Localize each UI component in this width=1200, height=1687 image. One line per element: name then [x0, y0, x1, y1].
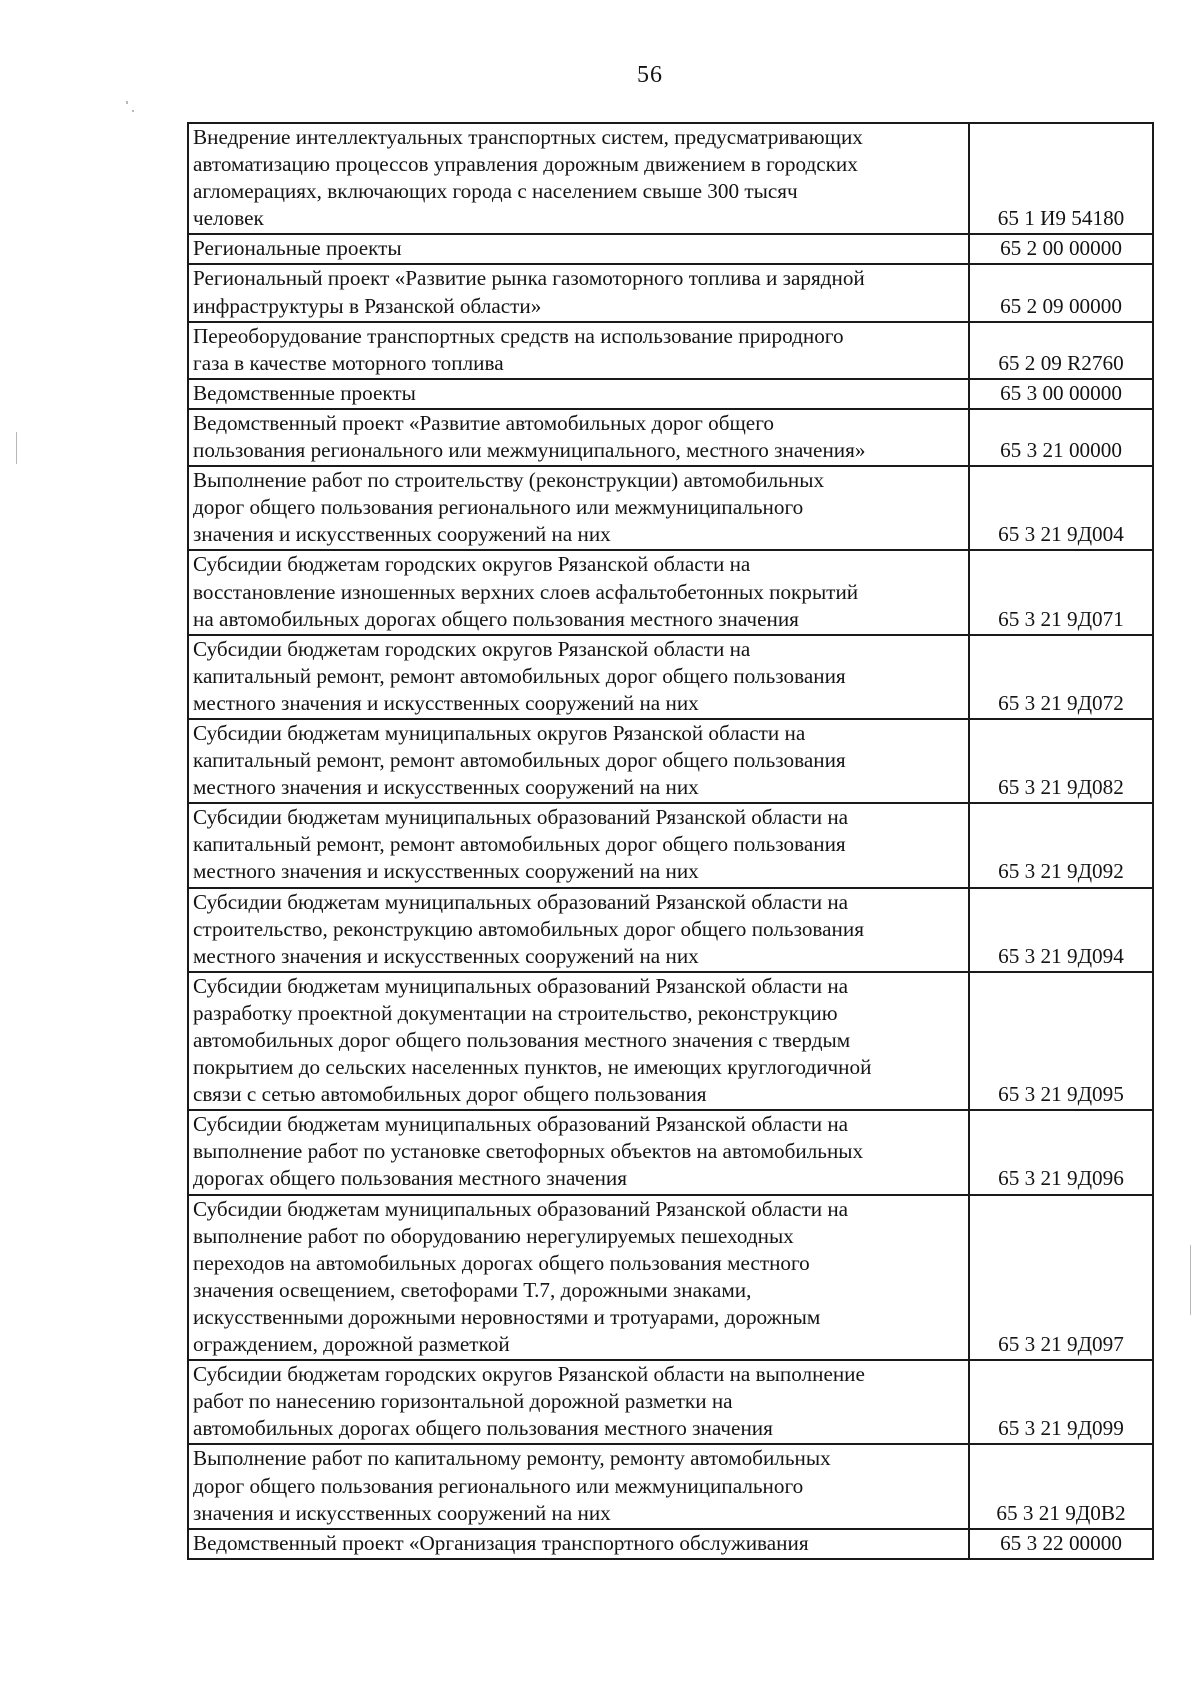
- item-name-line: местного значения и искусственных сооружений на них: [193, 690, 699, 715]
- table-row: [188, 1360, 1153, 1444]
- item-name-line: восстановление изношенных верхних слоев асфальтобетонных покрытий: [193, 579, 859, 604]
- item-name-line: капитальный ремонт, ремонт автомобильных дорог общего пользования: [193, 832, 846, 857]
- table-body: [188, 123, 1153, 1559]
- classification-code-cell: 65 3 21 9Д092: [969, 803, 1153, 887]
- table-row: [188, 550, 1153, 634]
- item-name-line: дорогах общего пользования местного значения: [193, 1166, 628, 1191]
- item-name-cell: [188, 409, 969, 466]
- table-row: [188, 379, 1153, 409]
- item-name-cell: [188, 635, 969, 719]
- item-name-line: покрытием до сельских населенных пунктов, не имеющих круглогодичной: [193, 1055, 872, 1080]
- classification-code-cell: 65 3 21 9Д071: [969, 550, 1153, 634]
- classification-code-cell: 65 3 21 00000: [969, 409, 1153, 466]
- scan-edge-mark: [1190, 1245, 1191, 1315]
- item-name-line: выполнение работ по установке светофорных объектов на автомобильных: [193, 1139, 864, 1164]
- item-name-line: дорог общего пользования регионального или межмуниципального: [193, 495, 804, 520]
- item-name-line: Субсидии бюджетам муниципальных образований Рязанской области на: [193, 889, 849, 914]
- table-row: [188, 409, 1153, 466]
- table-row: [188, 466, 1153, 550]
- classification-code-cell: 65 3 21 9Д004: [969, 466, 1153, 550]
- table-row: [188, 972, 1153, 1110]
- item-name-cell: [188, 322, 969, 379]
- item-name-line: автоматизацию процессов управления дорожным движением в городских: [193, 152, 858, 177]
- item-name-line: Ведомственный проект «Организация транспортного обслуживания: [193, 1530, 809, 1555]
- item-name-line: Внедрение интеллектуальных транспортных систем, предусматривающих: [193, 125, 863, 149]
- item-name-line: Субсидии бюджетам муниципальных округов Рязанской области на: [193, 720, 806, 745]
- item-name-line: Субсидии бюджетам городских округов Рязанской области на: [193, 636, 751, 661]
- table-row: [188, 1195, 1153, 1361]
- item-name-cell: [188, 379, 969, 409]
- table-row: [188, 264, 1153, 321]
- item-name-line: Субсидии бюджетам муниципальных образований Рязанской области на: [193, 805, 849, 830]
- item-name-cell: [188, 264, 969, 321]
- item-name-line: строительство, реконструкцию автомобильных дорог общего пользования: [193, 916, 864, 941]
- classification-code-cell: 65 2 00 00000: [969, 234, 1153, 264]
- classification-code-cell: 65 1 И9 54180: [969, 123, 1153, 234]
- item-name-line: значения и искусственных сооружений на них: [193, 522, 611, 547]
- item-name-line: Ведомственный проект «Развитие автомобильных дорог общего: [193, 410, 774, 435]
- table-row: [188, 123, 1153, 234]
- item-name-line: местного значения и искусственных сооружений на них: [193, 859, 699, 884]
- item-name-line: Переоборудование транспортных средств на использование природного: [193, 323, 844, 348]
- classification-code-cell: 65 3 21 9Д095: [969, 972, 1153, 1110]
- item-name-cell: [188, 972, 969, 1110]
- classification-code-cell: 65 3 21 9Д082: [969, 719, 1153, 803]
- item-name-line: Ведомственные проекты: [193, 380, 416, 405]
- item-name-line: пользования регионального или межмуниципального, местного значения»: [193, 438, 866, 463]
- item-name-line: работ по нанесению горизонтальной дорожной разметки на: [193, 1389, 733, 1414]
- table-row: [188, 1110, 1153, 1194]
- item-name-line: Региональные проекты: [193, 236, 402, 261]
- item-name-cell: [188, 123, 969, 234]
- item-name-cell: [188, 1195, 969, 1361]
- table-row: [188, 719, 1153, 803]
- item-name-line: Выполнение работ по строительству (реконструкции) автомобильных: [193, 468, 825, 493]
- item-name-line: разработку проектной документации на строительство, реконструкцию: [193, 1000, 838, 1025]
- classification-code-cell: 65 3 21 9Д099: [969, 1360, 1153, 1444]
- item-name-line: автомобильных дорогах общего пользования местного значения: [193, 1416, 773, 1441]
- item-name-cell: [188, 888, 969, 972]
- item-name-line: Субсидии бюджетам городских округов Рязанской области на выполнение: [193, 1362, 865, 1387]
- item-name-line: на автомобильных дорогах общего пользования местного значения: [193, 606, 799, 631]
- item-name-line: местного значения и искусственных сооружений на них: [193, 943, 699, 968]
- item-name-line: капитальный ремонт, ремонт автомобильных дорог общего пользования: [193, 663, 846, 688]
- item-name-line: значения освещением, светофорами Т.7, дорожными знаками,: [193, 1277, 752, 1302]
- item-name-cell: [188, 719, 969, 803]
- item-name-line: Выполнение работ по капитальному ремонту, ремонту автомобильных: [193, 1446, 831, 1471]
- item-name-line: Субсидии бюджетам городских округов Рязанской области на: [193, 552, 751, 577]
- table-row: [188, 635, 1153, 719]
- item-name-line: местного значения и искусственных сооружений на них: [193, 775, 699, 800]
- item-name-line: газа в качестве моторного топлива: [193, 350, 504, 375]
- classification-code-cell: 65 3 21 9Д0В2: [969, 1444, 1153, 1528]
- classification-code-cell: 65 3 21 9Д096: [969, 1110, 1153, 1194]
- item-name-line: агломерациях, включающих города с населением свыше 300 тысяч: [193, 179, 798, 204]
- budget-classification-table: [187, 122, 1154, 1560]
- table-row: [188, 803, 1153, 887]
- item-name-line: Региональный проект «Развитие рынка газомоторного топлива и зарядной: [193, 266, 865, 291]
- item-name-cell: [188, 1110, 969, 1194]
- item-name-cell: [188, 1360, 969, 1444]
- item-name-cell: [188, 803, 969, 887]
- item-name-line: связи с сетью автомобильных дорог общего пользования: [193, 1082, 707, 1107]
- item-name-line: переходов на автомобильных дорогах общего пользования местного: [193, 1250, 810, 1275]
- item-name-line: ограждением, дорожной разметкой: [193, 1332, 510, 1357]
- table-row: [188, 1444, 1153, 1528]
- classification-code-cell: 65 2 09 R2760: [969, 322, 1153, 379]
- scan-speck: [126, 101, 128, 104]
- item-name-cell: [188, 1444, 969, 1528]
- table-row: [188, 234, 1153, 264]
- item-name-cell: [188, 234, 969, 264]
- item-name-cell: [188, 1529, 969, 1559]
- item-name-line: инфраструктуры в Рязанской области»: [193, 293, 542, 318]
- item-name-line: Субсидии бюджетам муниципальных образований Рязанской области на: [193, 1196, 849, 1221]
- classification-code-cell: 65 3 21 9Д097: [969, 1195, 1153, 1361]
- item-name-line: значения и искусственных сооружений на них: [193, 1500, 611, 1525]
- item-name-cell: [188, 466, 969, 550]
- item-name-line: дорог общего пользования регионального или межмуниципального: [193, 1473, 804, 1498]
- item-name-cell: [188, 550, 969, 634]
- classification-code-cell: 65 2 09 00000: [969, 264, 1153, 321]
- item-name-line: искусственными дорожными неровностями и тротуарами, дорожным: [193, 1304, 821, 1329]
- item-name-line: Субсидии бюджетам муниципальных образований Рязанской области на: [193, 973, 849, 998]
- item-name-line: человек: [193, 206, 264, 231]
- page-number: 56: [637, 62, 663, 88]
- table-row: [188, 322, 1153, 379]
- item-name-line: капитальный ремонт, ремонт автомобильных дорог общего пользования: [193, 748, 846, 773]
- item-name-line: автомобильных дорог общего пользования местного значения с твердым: [193, 1028, 851, 1052]
- classification-code-cell: 65 3 21 9Д072: [969, 635, 1153, 719]
- scan-speck: [132, 110, 134, 112]
- classification-code-cell: 65 3 21 9Д094: [969, 888, 1153, 972]
- table-row: [188, 1529, 1153, 1559]
- table-row: [188, 888, 1153, 972]
- item-name-line: выполнение работ по оборудованию нерегулируемых пешеходных: [193, 1223, 794, 1248]
- scan-edge-mark: [16, 432, 17, 464]
- classification-code-cell: 65 3 22 00000: [969, 1529, 1153, 1559]
- item-name-line: Субсидии бюджетам муниципальных образований Рязанской области на: [193, 1112, 849, 1137]
- classification-code-cell: 65 3 00 00000: [969, 379, 1153, 409]
